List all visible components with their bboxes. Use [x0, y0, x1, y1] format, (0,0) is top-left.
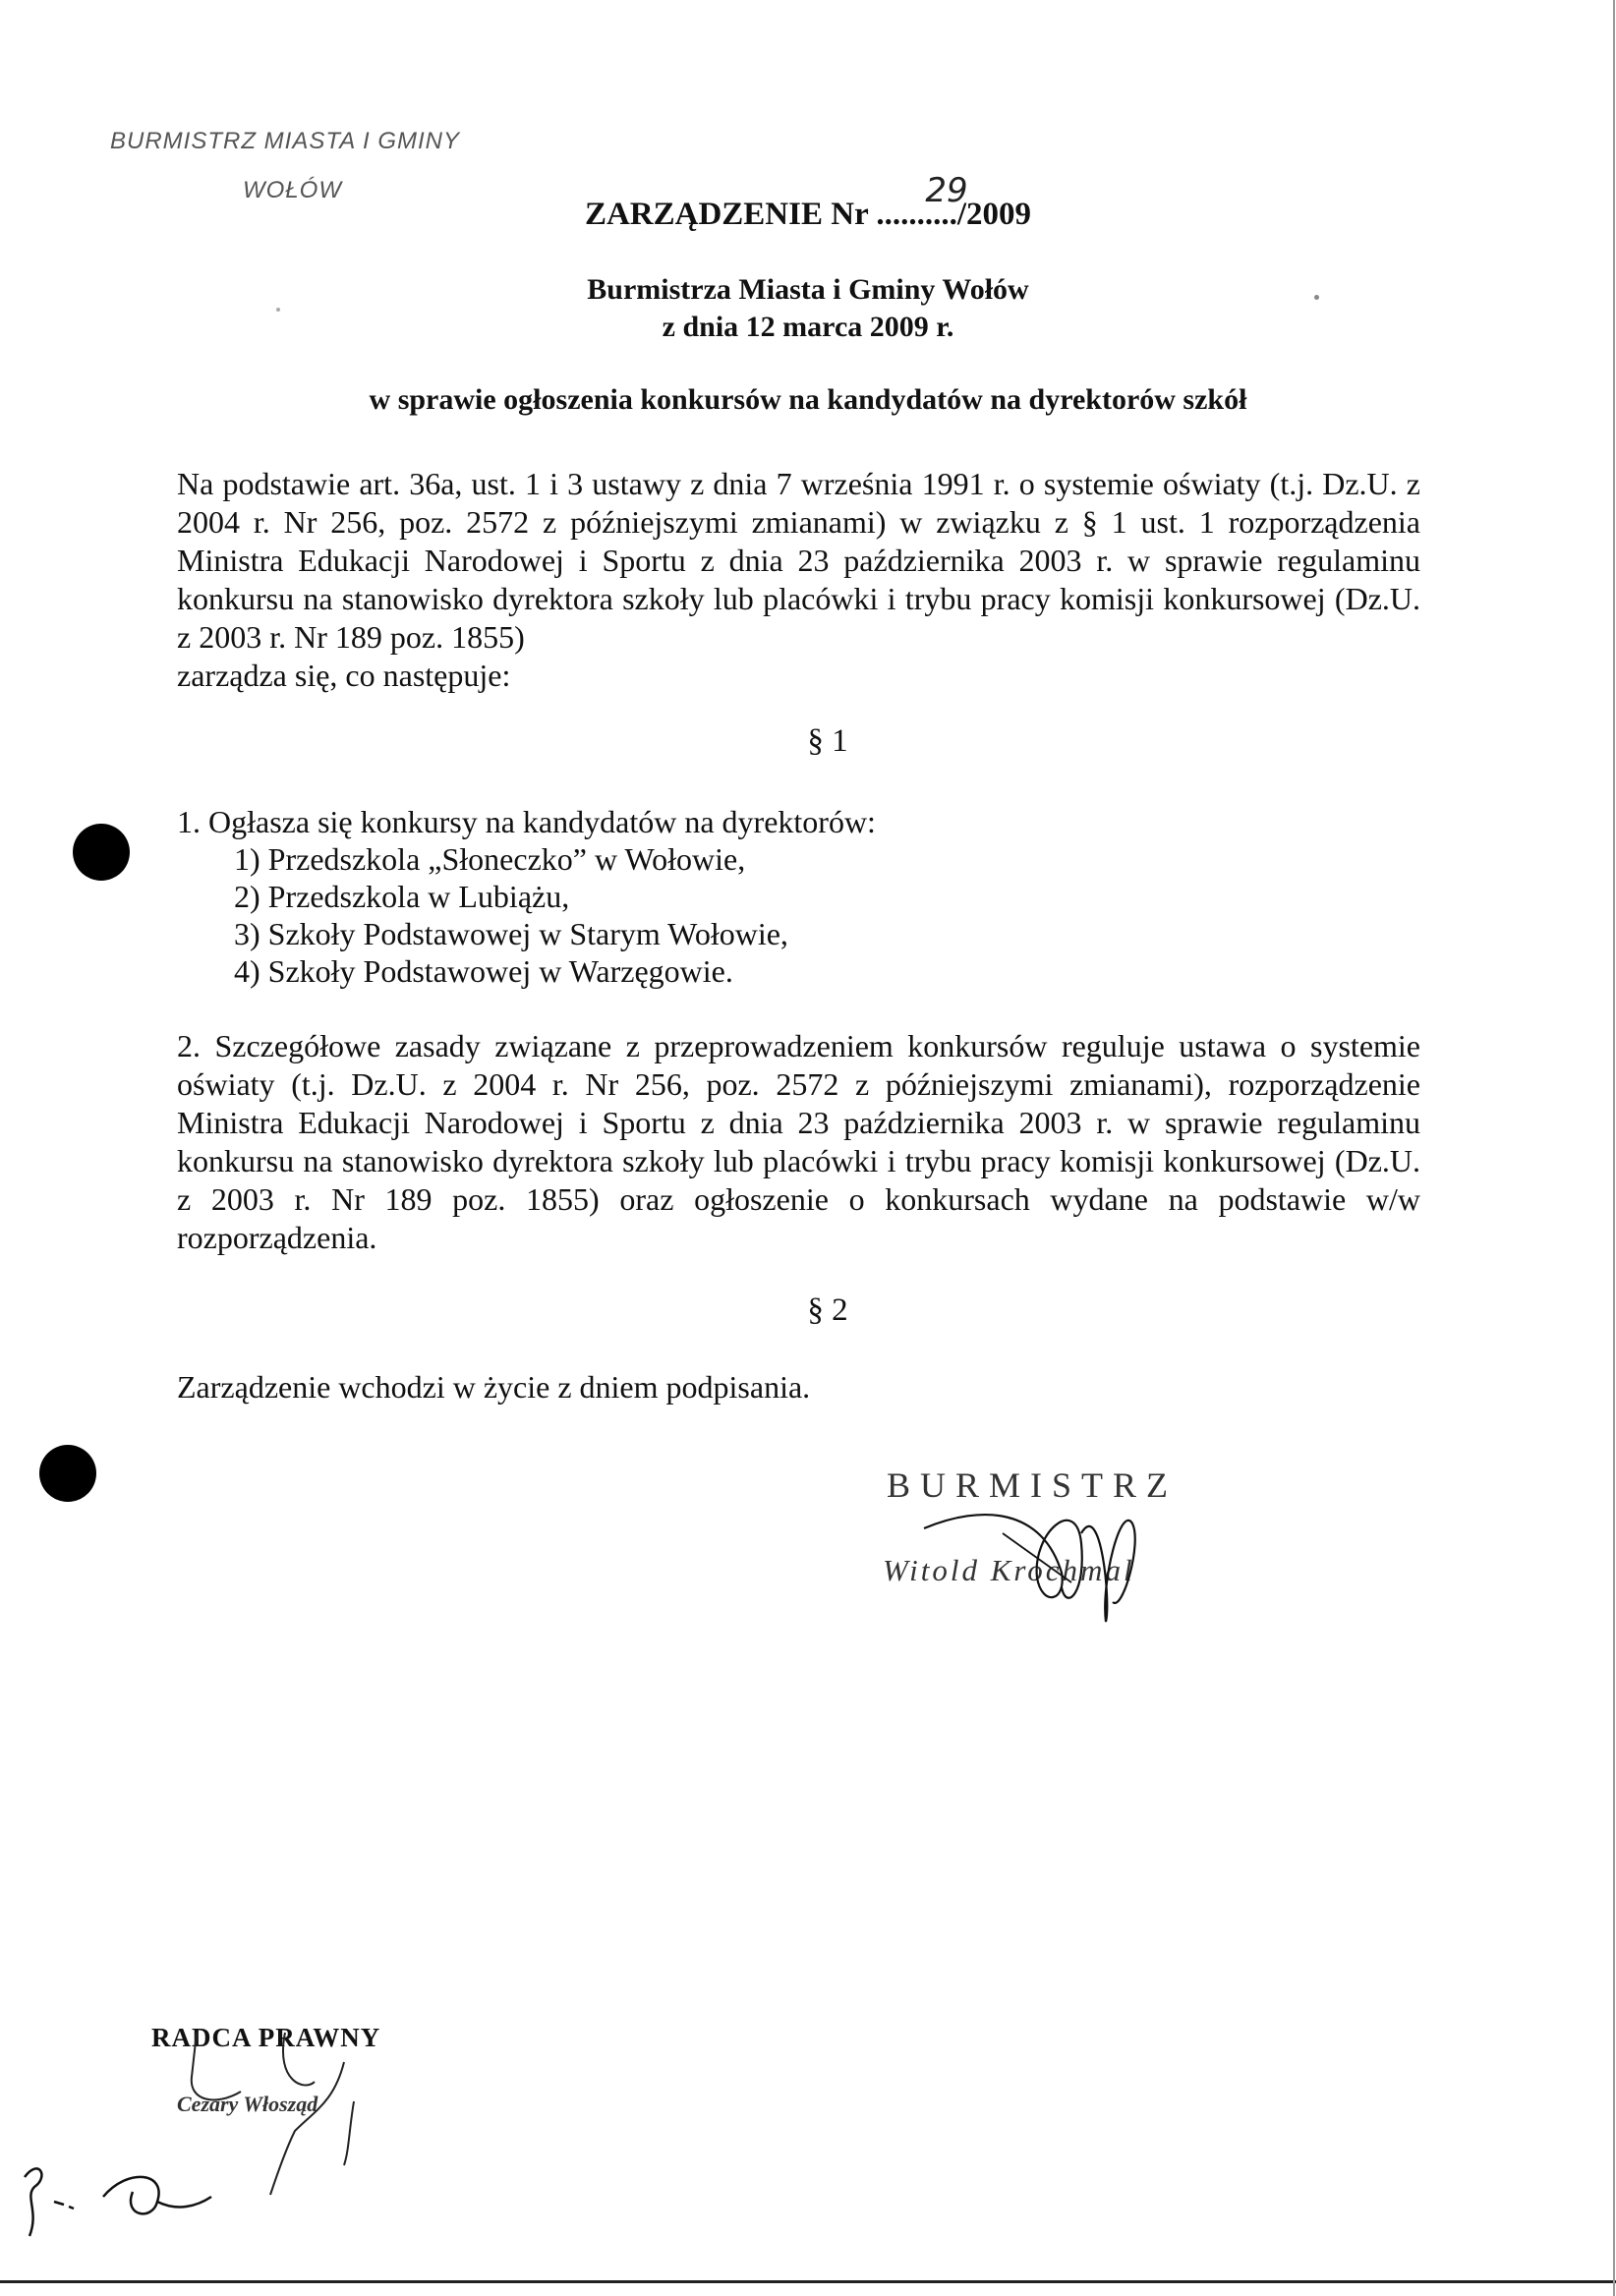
- title-prefix: ZARZĄDZENIE Nr: [584, 197, 869, 232]
- section-1-point-1: 1. Ogłasza się konkursy na kandydatów na dyrektorów:: [177, 804, 876, 839]
- title-number-field: [876, 171, 968, 233]
- mayor-name: Witold Krochmal: [883, 1553, 1135, 1587]
- mayor-signature-scribble: [865, 1464, 1278, 1641]
- section-2-text: Zarządzenie wchodzi w życie z dniem podpisania.: [177, 1369, 811, 1405]
- preamble-closing: zarządza się, co następuje:: [177, 658, 511, 693]
- legal-counsel-title: RADCA PRAWNY: [151, 2023, 381, 2052]
- mayor-signature-block: [865, 1464, 1278, 1641]
- schools-list: [234, 840, 788, 990]
- handwritten-number: 29: [925, 171, 968, 210]
- mayor-title: BURMISTRZ: [887, 1465, 1179, 1505]
- title-dots: ..........: [876, 197, 957, 232]
- list-item: 4) Szkoły Podstawowej w Warzęgowie.: [234, 953, 733, 989]
- list-item: 1) Przedszkola „Słoneczko” w Wołowie,: [234, 841, 746, 877]
- speck-mark: [276, 308, 280, 312]
- subject-line: w sprawie ogłoszenia konkursów na kandydatów na dyrektorów szkół: [369, 383, 1247, 416]
- legal-counsel-name: Cezary Włosząd: [177, 2092, 318, 2116]
- legal-counsel-block: [147, 2023, 462, 2160]
- stamp-line-2: WOŁÓW: [243, 177, 342, 203]
- date-line: z dnia 12 marca 2009 r.: [662, 311, 954, 343]
- office-stamp: [110, 128, 552, 204]
- punch-hole: [73, 824, 130, 881]
- preamble-paragraph: [177, 465, 1420, 657]
- scan-edge-line: [0, 2280, 1616, 2283]
- issuer-line: Burmistrza Miasta i Gminy Wołów: [587, 273, 1029, 306]
- stamp-line-1: BURMISTRZ MIASTA I GMINY: [110, 128, 461, 154]
- section-1-point-2: 2. Szczegółowe zasady związane z przeprowadzeniem konkursów reguluje ustawa o systemie oświaty (t.j. Dz.U. z 2004 r. Nr 256, poz. 2572 z późniejszymi zmianami), rozporządzenie Ministra Edukacji Narodowej i Sportu z dnia 23 października 2003 r. w sprawie regulaminu konkursu na stanowisko dyrektora szkoły lub placówki i trybu pracy komisji konkursowej (Dz.U. z 2003 r. Nr 189 poz. 1855) oraz ogłoszenie o konkursach wydane na podstawie w/w rozporządzenia.: [177, 1028, 1420, 1255]
- initials-scribble: [10, 2148, 265, 2246]
- preamble-text: Na podstawie art. 36a, ust. 1 i 3 ustawy z dnia 7 września 1991 r. o systemie oświaty (t.j. Dz.U. z 2004 r. Nr 256, poz. 2572 z późniejszymi zmianami) w związku z § 1 ust. 1 rozporządzenia Ministra Edukacji Narodowej i Sportu z dnia 23 października 2003 r. w sprawie regulaminu konkursu na stanowisko dyrektora szkoły lub placówki i trybu pracy komisji konkursowej (Dz.U. z 2003 r. Nr 189 poz. 1855): [177, 466, 1420, 655]
- list-item: 3) Szkoły Podstawowej w Starym Wołowie,: [234, 916, 788, 951]
- section-2-heading: § 2: [807, 1292, 848, 1328]
- speck-mark: [1314, 295, 1319, 300]
- list-item: 2) Przedszkola w Lubiążu,: [234, 879, 570, 914]
- section-1-heading: § 1: [807, 723, 848, 759]
- punch-hole: [39, 1445, 96, 1502]
- scan-edge-line: [1613, 0, 1615, 2296]
- title-suffix: /2009: [956, 197, 1032, 232]
